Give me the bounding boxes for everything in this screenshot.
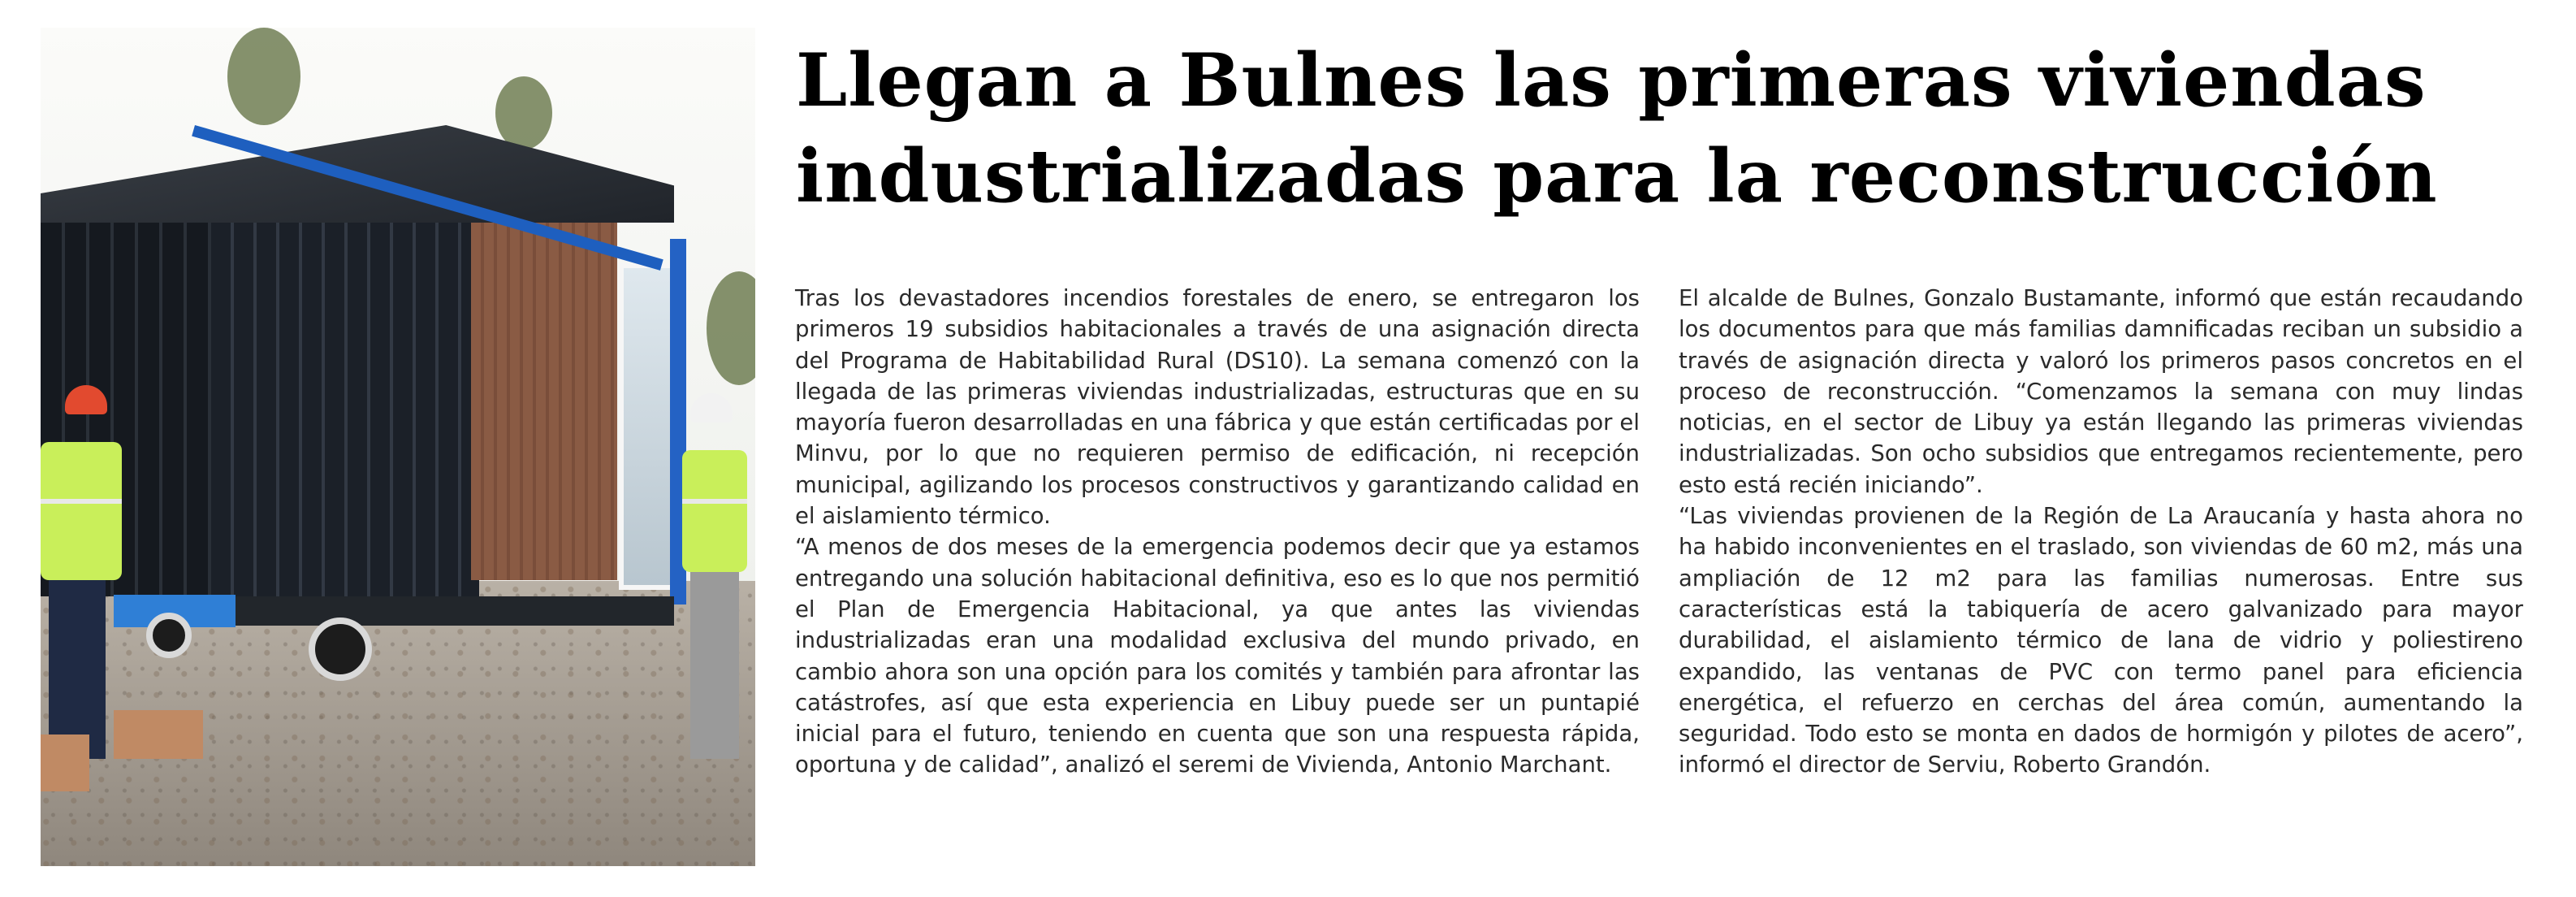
- article-column-2: [1679, 283, 2523, 781]
- prefab-house: [41, 93, 698, 621]
- headline-line-2: industrializadas para la reconstrucción: [796, 133, 2438, 219]
- article-column-1: [795, 283, 1640, 781]
- article-headline: [796, 32, 2542, 224]
- worker-pants: [690, 572, 739, 759]
- paragraph: El alcalde de Bulnes, Gonzalo Bustamante, informó que están recaudando los documentos para que más familias damnificadas reciban un subsidio a través de asignación directa y valoró los primeros pasos concretos en el proceso de reconstrucción. “Comenzamos la semana con muy lindas noticias, en el sector de Libuy ya están llegando las primeras viviendas industrializadas. Son ocho subsidios que entregamos recientemente, pero esto está recién iniciando”.: [1679, 285, 2523, 498]
- paragraph: Tras los devastadores incendios forestales de enero, se entregaron los primeros 19 subsidios habitacionales a través de una asignación directa del Programa de Habitabilidad Rural (DS10). La semana comenzó con la llegada de las primeras viviendas industrializadas, estructuras que en su mayoría fueron desarrolladas en una fábrica y que están certificadas por el Minvu, por lo que no requieren permiso de edificación, ni recepción municipal, agilizando los procesos constructivos y garantizando calidad en el aislamiento térmico.: [795, 285, 1640, 530]
- article-photo: [41, 28, 755, 866]
- helmet-icon: [690, 393, 733, 422]
- paragraph: “Las viviendas provienen de la Región de La Araucanía y hasta ahora no ha habido inconvenientes en el traslado, son viviendas de 60 m2, más una ampliación de 12 m2 para las familias numerosas. Entre sus características está la tabiquería de acero galvanizado para mayor durabilidad, el aislamiento térmico de lana de vidrio y poliestireno expandido, las ventanas de PVC con termo panel para eficiencia energética, el refuerzo en cerchas del área común, aumentando la seguridad. Todo esto se monta en dados de hormigón y pilotes de acero”, informó el director de Serviu, Roberto Grandón.: [1679, 503, 2523, 778]
- helmet-icon: [65, 385, 107, 414]
- vest-stripe: [682, 499, 747, 504]
- safety-vest: [41, 442, 122, 580]
- paragraph: “A menos de dos meses de la emergencia podemos decir que ya estamos entregando una solución habitacional definitiva, eso es lo que nos permitió el Plan de Emergencia Habitacional, ya que antes las viviendas industrializadas eran una modalidad exclusiva del mundo privado, en cambio ahora son una opción para los comités y también para afrontar las catástrofes, así que esta experiencia en Libuy puede ser un puntapié inicial para el futuro, teniendo en cuenta que son una respuesta rápida, oportuna y de calidad”, analizó el seremi de Vivienda, Antonio Marchant.: [795, 534, 1640, 778]
- safety-vest: [682, 450, 747, 572]
- house-wheel: [309, 618, 372, 681]
- house-wall-side: [211, 174, 479, 596]
- wood-block: [41, 734, 89, 791]
- house-wheel: [146, 613, 192, 658]
- worker-pants: [49, 580, 106, 759]
- worker-right: [642, 393, 755, 783]
- headline-line-1: Llegan a Bulnes las primeras viviendas: [796, 37, 2427, 124]
- wood-block: [114, 710, 203, 759]
- vest-stripe: [41, 499, 122, 504]
